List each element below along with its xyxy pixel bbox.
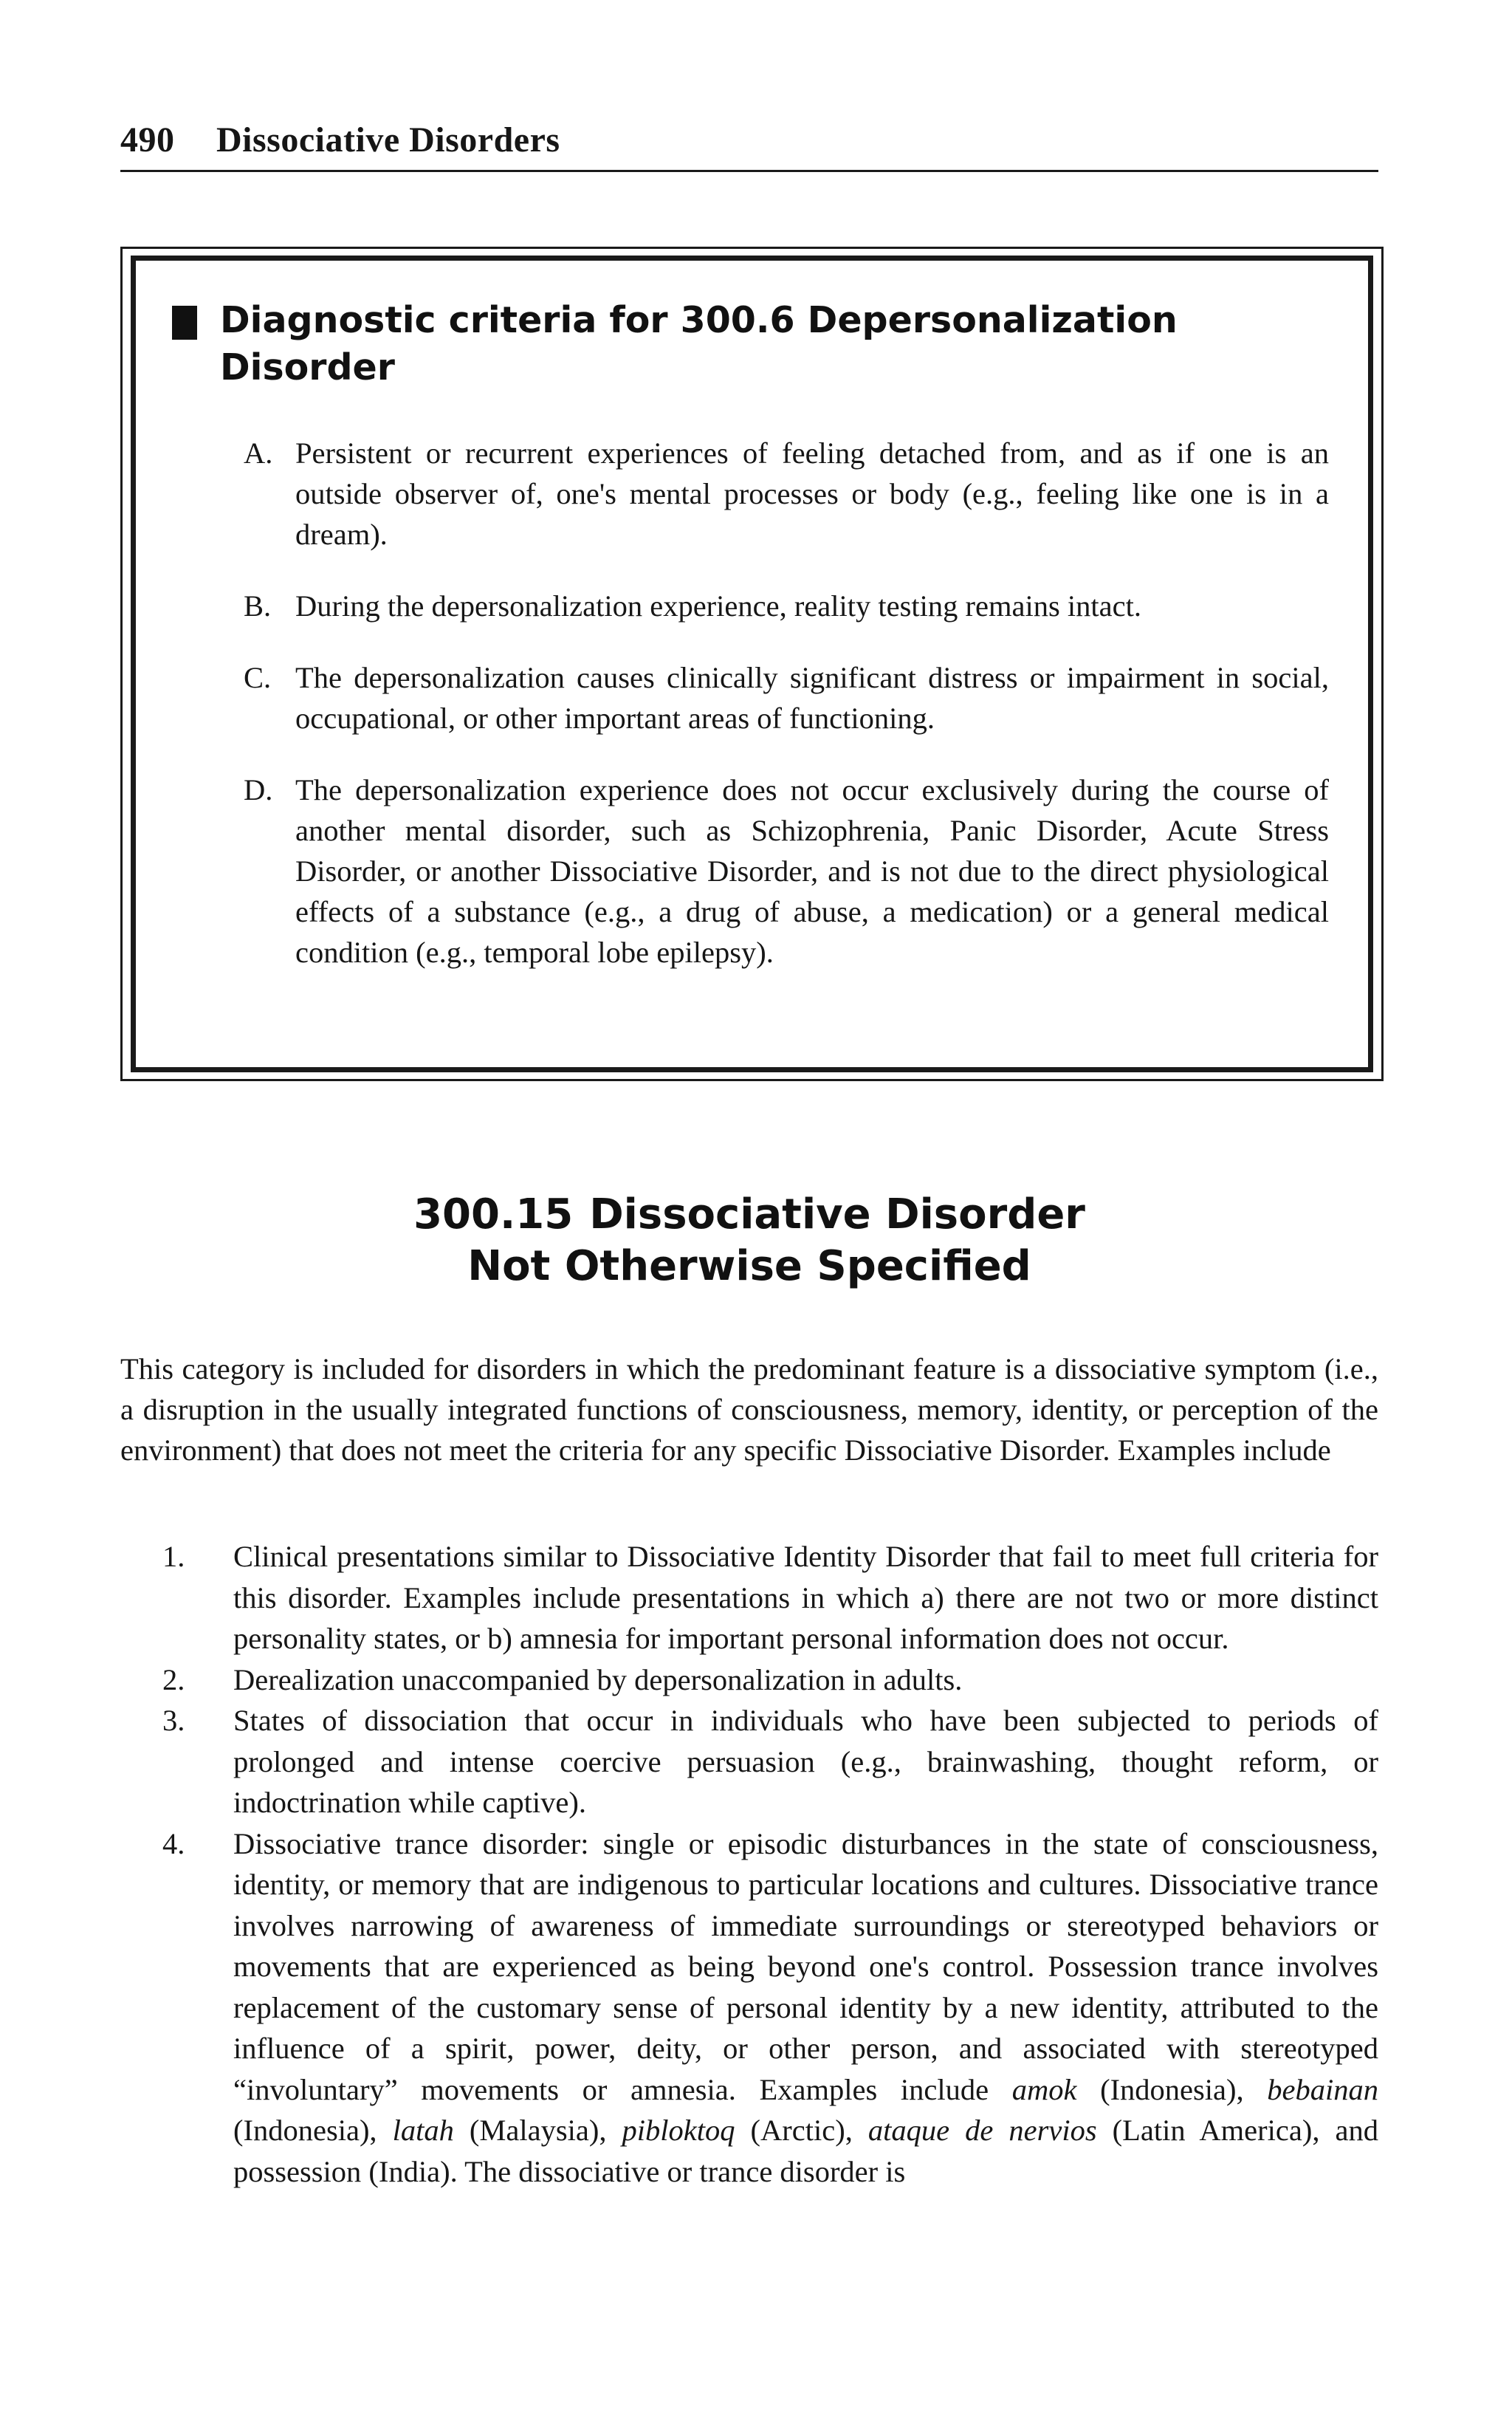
example-item-3 — [120, 1700, 1378, 1823]
running-header — [120, 111, 1378, 172]
criterion-a — [221, 433, 1329, 555]
example-text-part: (Indonesia), — [233, 2114, 393, 2147]
square-bullet-icon — [172, 306, 197, 340]
culture-term-bebainan: bebainan — [1267, 2072, 1378, 2106]
intro-paragraph: This category is included for disorders in which the predominant feature is a dissociative symptom (i.e., a disruption in the usually integrated functions of consciousness, memory, identity, or perception of the environment) that does not meet the criteria for any specific Dissociative Disorder. Examples include — [120, 1352, 1378, 1467]
section-title-line1: Dissociative Disorder — [589, 1190, 1085, 1238]
culture-term-ataque-de-nervios: ataque de nervios — [867, 2114, 1097, 2147]
culture-term-amok: amok — [1011, 2072, 1077, 2106]
example-item-1 — [120, 1536, 1378, 1659]
example-text-part: (Indonesia), — [1076, 2072, 1268, 2106]
page-number: 490 — [120, 120, 175, 160]
criterion-d — [221, 770, 1329, 973]
example-item-2 — [120, 1659, 1378, 1701]
criterion-marker: D. — [244, 773, 273, 806]
criteria-heading: Diagnostic criteria for 300.6 Depersonalization Disorder — [220, 299, 1178, 388]
criteria-list — [221, 433, 1329, 973]
criterion-marker: B. — [244, 589, 272, 623]
example-text: States of dissociation that occur in individuals who have been subjected to periods of prolonged and intense coercive persuasion (e.g., brainwashing, thought reform, or indoctrination while captive). — [233, 1704, 1378, 1819]
criterion-c — [221, 657, 1329, 739]
example-text-end: (Latin America), and possession (India). The dissociative or trance disorder is — [233, 2114, 1378, 2188]
example-marker: 3. — [162, 1704, 185, 1737]
culture-term-latah: latah — [392, 2114, 454, 2147]
example-marker: 1. — [162, 1540, 185, 1573]
running-title: Dissociative Disorders — [216, 120, 560, 160]
criterion-text: During the depersonalization experience, reality testing remains intact. — [295, 589, 1141, 623]
example-text-part: (Arctic), — [735, 2114, 868, 2147]
criterion-text: Persistent or recurrent experiences of feeling detached from, and as if one is an outside observer of, one's mental processes or body (e.g., feeling like one is in a dream). — [295, 436, 1329, 551]
example-text: Clinical presentations similar to Dissociative Identity Disorder that fail to meet full criteria for this disorder. Examples include presentations in which a) there are not two or more distinct personality states, or b) amnesia for important personal information does not occur. — [233, 1540, 1378, 1655]
criterion-text: The depersonalization causes clinically significant distress or impairment in social, occupational, or other important areas of functioning. — [295, 661, 1329, 735]
section-heading — [120, 1189, 1378, 1292]
example-text: Derealization unaccompanied by depersonalization in adults. — [233, 1662, 963, 1696]
examples-list — [120, 1536, 1378, 2192]
example-item-4 — [120, 1823, 1378, 2193]
example-marker: 4. — [162, 1826, 185, 1860]
criterion-marker: A. — [244, 436, 273, 470]
example-text-part: (Malaysia), — [453, 2114, 622, 2147]
example-marker: 2. — [162, 1662, 185, 1696]
section-title-line2: Not Otherwise Specified — [467, 1242, 1031, 1290]
section-code: 300.15 — [413, 1190, 574, 1238]
culture-term-pibloktoq: pibloktoq — [622, 2114, 735, 2147]
criterion-marker: C. — [244, 661, 272, 694]
criterion-text: The depersonalization experience does not occur exclusively during the course of another mental disorder, such as Schizophrenia, Panic Disorder, Acute Stress Disorder, or another Dissociative Disorder, and is not due to the direct physiological effects of a substance (e.g., a drug of abuse, a medication) or a general medical condition (e.g., temporal lobe epilepsy). — [295, 773, 1329, 969]
criterion-b — [221, 586, 1329, 626]
example-text-start: Dissociative trance disorder: single or episodic disturbances in the state of consciousness, identity, or memory that are indigenous to particular locations and cultures. Dissociative trance involves narrowing of awareness of immediate surroundings or stereotyped behaviors or movements that are experienced as being beyond one's control. Possession trance involves replacement of the customary sense of personal identity by a new identity, attributed to the influence of a spirit, power, deity, or other person, and associated with stereotyped “involuntary” movements or amnesia. Examples include — [233, 1826, 1378, 2106]
